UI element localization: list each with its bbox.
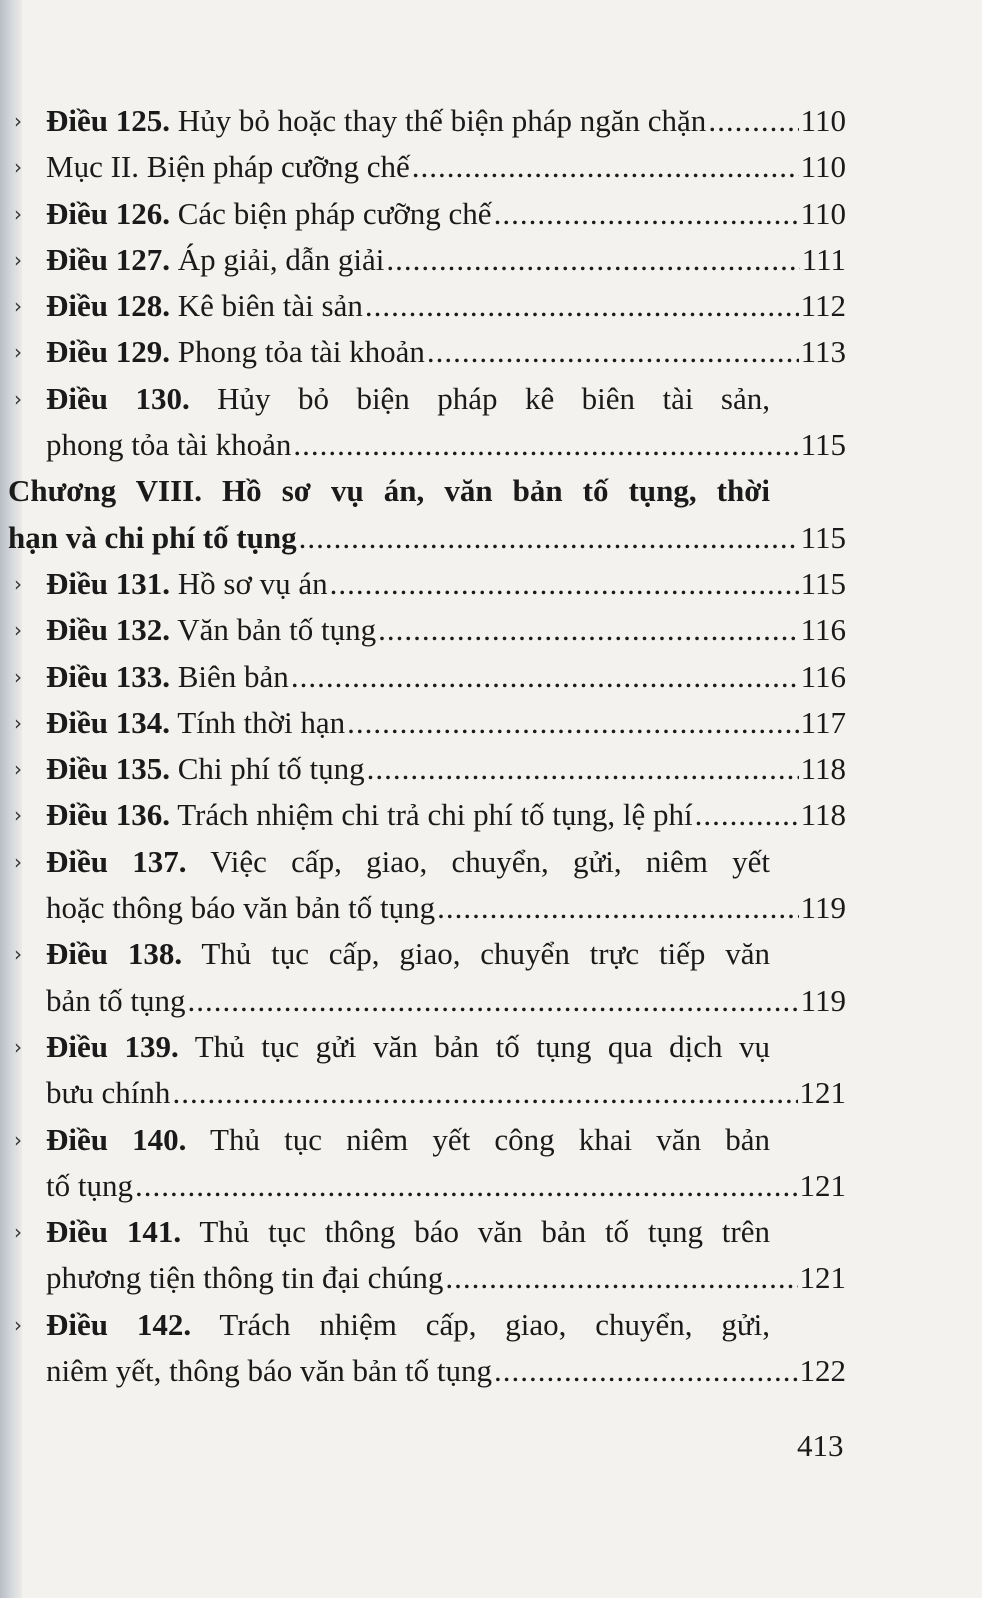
entry-title: Trách nhiệm cấp, giao, chuyển, gửi, <box>219 1306 770 1342</box>
toc-entry[interactable] <box>0 561 982 607</box>
entry-title-cont: bản tố tụng <box>46 982 186 1018</box>
toc-entry[interactable] <box>0 839 982 885</box>
toc-entry[interactable] <box>0 191 982 237</box>
leader-dots <box>443 1255 797 1301</box>
chevron-right-icon: › <box>14 1127 22 1152</box>
entry-title: Thủ tục thông báo văn bản tố tụng trên <box>199 1214 771 1250</box>
toc-entry[interactable] <box>0 1117 982 1163</box>
toc-entry-continuation[interactable] <box>0 1070 982 1116</box>
entry-title-cont: tố tụng <box>46 1167 133 1203</box>
leader-dots <box>425 329 799 375</box>
page-ref: 111 <box>801 241 846 277</box>
toc-entry-continuation[interactable] <box>0 978 982 1024</box>
page-ref: 121 <box>799 1167 846 1203</box>
entry-title: Kê biên tài sản <box>177 288 363 324</box>
entry-title: Hủy bỏ hoặc thay thế biện pháp ngăn chặn <box>177 103 707 138</box>
page-number: 413 <box>797 1428 844 1463</box>
page-ref: 122 <box>799 1353 846 1389</box>
leader-dots <box>133 1163 798 1209</box>
leader-dots <box>297 515 799 561</box>
toc-entry-continuation[interactable] <box>0 1348 982 1394</box>
leader-dots <box>693 792 799 838</box>
page-ref: 117 <box>800 704 846 740</box>
toc-entry[interactable] <box>0 376 982 422</box>
entry-title: Thủ tục gửi văn bản tố tụng qua dịch vụ <box>194 1028 771 1064</box>
entry-title: Thủ tục niêm yết công khai văn bản <box>210 1121 770 1157</box>
chevron-right-icon: › <box>14 109 22 133</box>
article-label: Điều 126. <box>46 195 170 231</box>
toc-entry[interactable] <box>0 1024 982 1070</box>
entry-title: Tính thời hạn <box>177 704 346 740</box>
article-label: Điều 131. <box>46 565 170 601</box>
page-ref: 112 <box>800 288 846 324</box>
toc-entry-continuation[interactable] <box>0 1255 982 1301</box>
leader-dots <box>328 561 799 607</box>
toc-entry[interactable] <box>0 792 982 838</box>
entry-title: Chi phí tố tụng <box>177 751 365 787</box>
toc-entry[interactable] <box>0 700 982 746</box>
entry-title: Văn bản tố tụng <box>177 612 377 648</box>
article-label: Điều 135. <box>46 751 170 787</box>
chevron-right-icon: › <box>14 710 22 735</box>
chevron-right-icon: › <box>14 155 22 180</box>
toc-entry-continuation[interactable] <box>0 885 982 931</box>
article-label: Điều 128. <box>46 288 170 324</box>
leader-dots <box>186 978 799 1024</box>
leader-dots <box>291 422 798 468</box>
chevron-right-icon: › <box>14 247 22 272</box>
toc-entry[interactable] <box>0 144 982 190</box>
entry-title-cont: phương tiện thông tin đại chúng <box>46 1260 444 1296</box>
article-label: Điều 140. <box>46 1121 187 1157</box>
chevron-right-icon: › <box>14 571 22 596</box>
toc-entry[interactable] <box>0 607 982 653</box>
chapter-heading-continuation[interactable] <box>0 515 982 561</box>
page-ref: 119 <box>800 982 846 1018</box>
entry-title: Biên bản <box>177 658 289 694</box>
article-label: Điều 133. <box>46 658 170 694</box>
article-label: Điều 125. <box>46 103 170 138</box>
chevron-right-icon: › <box>14 386 22 411</box>
chevron-right-icon: › <box>14 618 22 643</box>
leader-dots <box>376 607 799 653</box>
leader-dots <box>289 654 799 700</box>
entry-title: Hủy bỏ biện pháp kê biên tài sản, <box>217 380 770 416</box>
article-label: Điều 137. <box>46 843 187 879</box>
article-label: Điều 136. <box>46 797 170 833</box>
leader-dots <box>435 885 799 931</box>
article-label: Điều 142. <box>46 1306 192 1342</box>
toc-entry-continuation[interactable] <box>0 1163 982 1209</box>
toc-entry[interactable] <box>0 237 982 283</box>
chapter-title: Chương VIII. Hồ sơ vụ án, văn bản tố tụng, thời <box>8 473 770 509</box>
entry-title: Áp giải, dẫn giải <box>177 241 385 277</box>
leader-dots <box>363 283 799 329</box>
entry-title: Trách nhiệm chi trả chi phí tố tụng, lệ phí <box>177 797 693 833</box>
page-ref: 121 <box>799 1260 846 1296</box>
leader-dots <box>410 144 799 190</box>
leader-dots <box>345 700 799 746</box>
chevron-right-icon: › <box>14 1220 22 1245</box>
page-ref: 119 <box>800 890 846 926</box>
chevron-right-icon: › <box>14 1312 22 1337</box>
toc-entry[interactable] <box>0 329 982 375</box>
chevron-right-icon: › <box>14 201 22 226</box>
page-ref: 115 <box>800 427 846 463</box>
entry-title: Các biện pháp cưỡng chế <box>177 195 492 231</box>
leader-dots <box>384 237 799 283</box>
entry-title: Phong tỏa tài khoản <box>177 334 425 370</box>
chevron-right-icon: › <box>14 803 22 828</box>
page-ref: 118 <box>800 751 846 787</box>
chevron-right-icon: › <box>14 1034 22 1059</box>
article-label: Điều 139. <box>46 1028 179 1064</box>
chevron-right-icon: › <box>14 942 22 967</box>
page-ref: 113 <box>800 334 846 370</box>
entry-title: Việc cấp, giao, chuyển, gửi, niêm yết <box>210 843 770 879</box>
toc-entry[interactable] <box>0 98 982 144</box>
entry-title-cont: hoặc thông báo văn bản tố tụng <box>46 890 436 926</box>
toc-entry[interactable] <box>0 931 982 977</box>
page-ref: 115 <box>800 565 846 601</box>
leader-dots <box>706 98 798 144</box>
entry-title: Thủ tục cấp, giao, chuyển trực tiếp văn <box>201 936 771 972</box>
toc-entry[interactable] <box>0 1302 982 1348</box>
table-of-contents <box>0 98 982 1394</box>
page-ref: 110 <box>800 103 846 138</box>
leader-dots <box>170 1070 797 1116</box>
chapter-heading[interactable] <box>0 468 982 514</box>
toc-entry[interactable] <box>0 1209 982 1255</box>
page-ref: 116 <box>800 658 846 694</box>
entry-title-cont: niêm yết, thông báo văn bản tố tụng <box>46 1353 492 1389</box>
toc-entry[interactable] <box>0 283 982 329</box>
article-label: Điều 132. <box>46 612 170 648</box>
leader-dots <box>365 746 799 792</box>
chevron-right-icon: › <box>14 294 22 319</box>
article-label: Điều 127. <box>46 241 170 277</box>
chevron-right-icon: › <box>14 340 22 365</box>
section-title: Mục II. Biện pháp cưỡng chế <box>46 149 410 185</box>
page-ref: 121 <box>799 1075 846 1111</box>
toc-entry-continuation[interactable] <box>0 422 982 468</box>
entry-title: Hồ sơ vụ án <box>177 565 328 601</box>
chevron-right-icon: › <box>14 757 22 782</box>
page-ref: 110 <box>800 149 846 185</box>
page-ref: 110 <box>800 195 846 231</box>
leader-dots <box>492 191 799 237</box>
page-ref: 116 <box>800 612 846 648</box>
article-label: Điều 129. <box>46 334 170 370</box>
chevron-right-icon: › <box>14 664 22 689</box>
page-ref: 115 <box>800 519 846 555</box>
article-label: Điều 134. <box>46 704 170 740</box>
leader-dots <box>492 1348 798 1394</box>
entry-title-cont: bưu chính <box>46 1075 171 1111</box>
toc-entry[interactable] <box>0 746 982 792</box>
chapter-title-cont: hạn và chi phí tố tụng <box>8 519 297 555</box>
chevron-right-icon: › <box>14 849 22 874</box>
article-label: Điều 141. <box>46 1214 182 1250</box>
toc-entry[interactable] <box>0 654 982 700</box>
article-label: Điều 130. <box>46 380 190 416</box>
article-label: Điều 138. <box>46 936 183 972</box>
page-ref: 118 <box>800 797 846 833</box>
entry-title-cont: phong tỏa tài khoản <box>46 427 292 463</box>
